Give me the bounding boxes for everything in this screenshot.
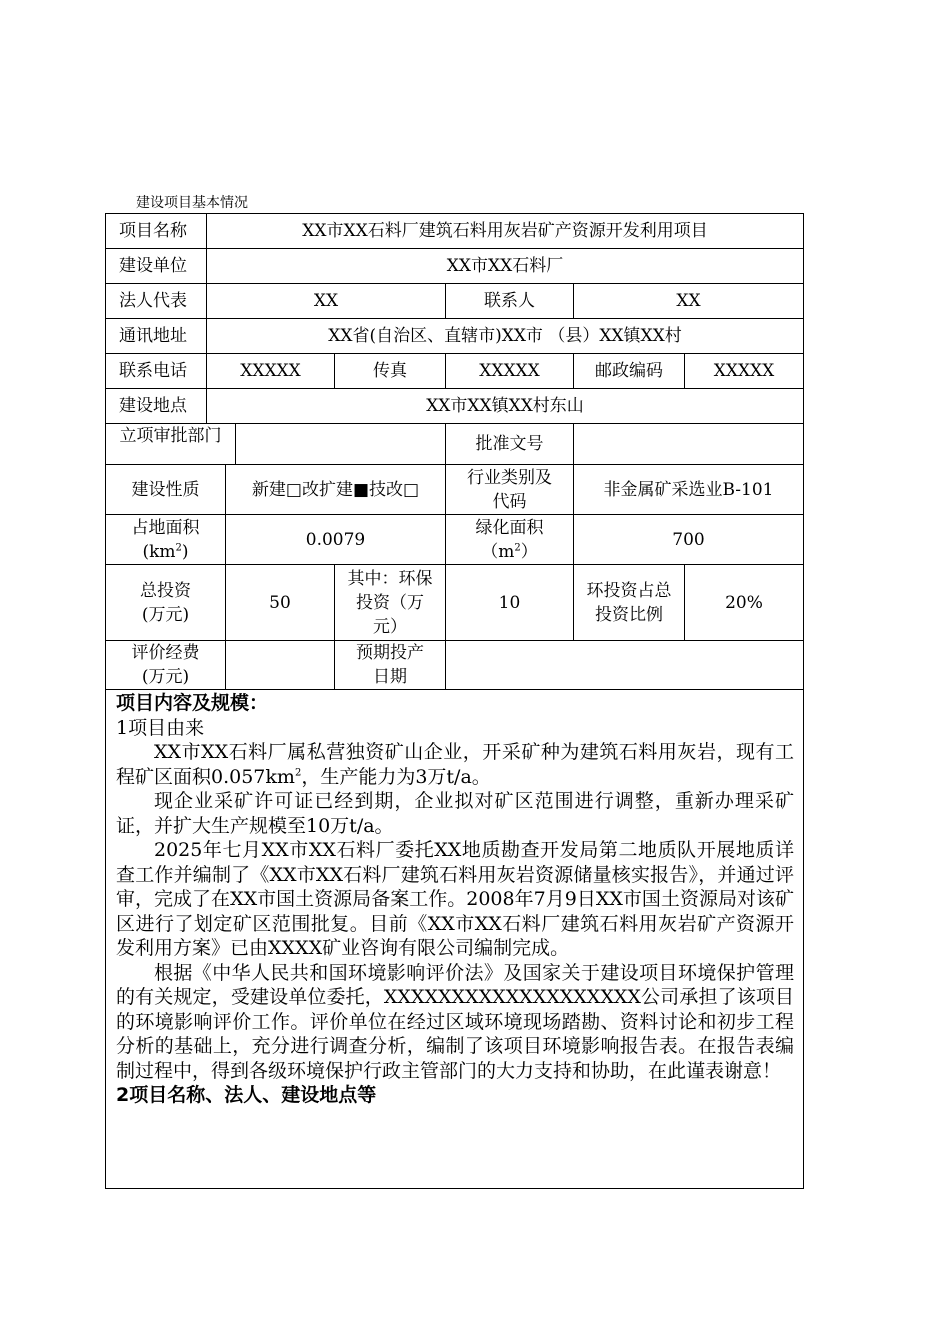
section-2-title: 2项目名称、法人、建设地点等 bbox=[116, 1084, 377, 1106]
industry-label: 行业类别及代码 bbox=[445, 464, 574, 515]
area-label bbox=[105, 514, 226, 565]
builder-value: XX市XX石料厂 bbox=[206, 248, 804, 284]
approval-doc-value bbox=[573, 423, 804, 465]
legal-rep-label: 法人代表 bbox=[105, 283, 207, 319]
approval-value bbox=[235, 423, 446, 465]
green-area-label bbox=[445, 514, 574, 565]
env-investment-label: 其中：环保投资（万元） bbox=[334, 564, 446, 641]
green-area-label-unit: $(m^2)$ bbox=[481, 541, 538, 562]
green-area-label-text: 绿化面积 bbox=[475, 517, 544, 538]
project-name-label: 项目名称 bbox=[105, 213, 207, 249]
contact-value: XX bbox=[573, 283, 804, 319]
fee-label-text: 评价经费 bbox=[131, 643, 200, 663]
section-1-title: 1项目由来 bbox=[116, 716, 205, 739]
production-date-label: 预期投产日期 bbox=[334, 640, 446, 690]
paragraph-4: 根据《中华人民共和国环境影响评价法》及国家关于建设项目环境保护管理的有关规定，受建设单位委托，XXXXXXXXXXXXXXXXXXX公司承担了该项目的环境影响评价工作。评价单位在经过区域环境现场踏勘、资料讨论和初步工程分析的基础上，充分进行调查分析，编制了该项目环境影响报告表。在报告表编制过程中，得到各级环境保护行政主管部门的大力支持和协助，在此谨表谢意！ bbox=[116, 961, 794, 1082]
env-investment-value: 10 bbox=[445, 564, 574, 641]
env-ratio-value: 20% bbox=[684, 564, 804, 641]
location-label: 建设地点 bbox=[105, 388, 207, 424]
fee-label bbox=[105, 640, 226, 690]
fee-value bbox=[225, 640, 335, 690]
address-value: XX省(自治区、直辖市)XX市 （县）XX镇XX村 bbox=[206, 318, 804, 354]
fax-label: 传真 bbox=[334, 353, 446, 389]
investment-label-unit: (万元) bbox=[141, 604, 190, 625]
address-label: 通讯地址 bbox=[105, 318, 207, 354]
table-caption: 建设项目基本情况 bbox=[136, 195, 248, 211]
location-value: XX市XX镇XX村东山 bbox=[206, 388, 804, 424]
contact-label: 联系人 bbox=[445, 283, 574, 319]
green-area-value: 700 bbox=[573, 514, 804, 565]
production-date-value bbox=[445, 640, 804, 690]
env-ratio-label: 环投资占总投资比例 bbox=[573, 564, 685, 641]
industry-value: 非金属矿采选业B-101 bbox=[573, 464, 804, 515]
project-content-section bbox=[105, 689, 804, 1189]
investment-label bbox=[105, 564, 226, 641]
builder-label: 建设单位 bbox=[105, 248, 207, 284]
area-value: 0.0079 bbox=[225, 514, 446, 565]
postcode-value: XXXXX bbox=[684, 353, 804, 389]
nature-label: 建设性质 bbox=[105, 464, 226, 515]
phone-value: XXXXX bbox=[206, 353, 335, 389]
paragraph-2: 现企业采矿许可证已经到期，企业拟对矿区范围进行调整，重新办理采矿证，并扩大生产规模至10万t/a。 bbox=[116, 790, 794, 837]
nature-value: 新建□改扩建■技改□ bbox=[225, 464, 446, 515]
investment-label-text: 总投资 bbox=[140, 580, 191, 601]
fee-label-unit: (万元) bbox=[141, 667, 190, 687]
fax-value: XXXXX bbox=[445, 353, 574, 389]
area-label-text: 占地面积 bbox=[131, 517, 200, 538]
project-name-value: XX市XX石料厂建筑石料用灰岩矿产资源开发利用项目 bbox=[206, 213, 804, 249]
approval-doc-label: 批准文号 bbox=[445, 423, 574, 465]
area-label-unit: $(km^2)$ bbox=[142, 541, 189, 562]
paragraph-1: XX市XX石料厂属私营独资矿山企业，开采矿种为建筑石料用灰岩，现有工程矿区面积$0.057km^2$，生产能力为3万t/a。 bbox=[116, 741, 794, 788]
content-heading: 项目内容及规模： bbox=[116, 692, 269, 714]
investment-value: 50 bbox=[225, 564, 335, 641]
approval-label: 立项审批部门 bbox=[105, 423, 236, 465]
paragraph-3: 2025年七月XX市XX石料厂委托XX地质勘查开发局第二地质队开展地质详查工作并编制了《XX市XX石料厂建筑石料用灰岩资源储量核实报告》，并通过评审，完成了在XX市国土资源局备案工作。2008年7月9日XX市国土资源局对该矿区进行了划定矿区范围批复。目前《XX市XX石料厂建筑石料用灰岩矿产资源开发利用方案》已由XXXX矿业咨询有限公司编制完成。 bbox=[116, 839, 794, 959]
legal-rep-value: XX bbox=[206, 283, 446, 319]
phone-label: 联系电话 bbox=[105, 353, 207, 389]
postcode-label: 邮政编码 bbox=[573, 353, 685, 389]
